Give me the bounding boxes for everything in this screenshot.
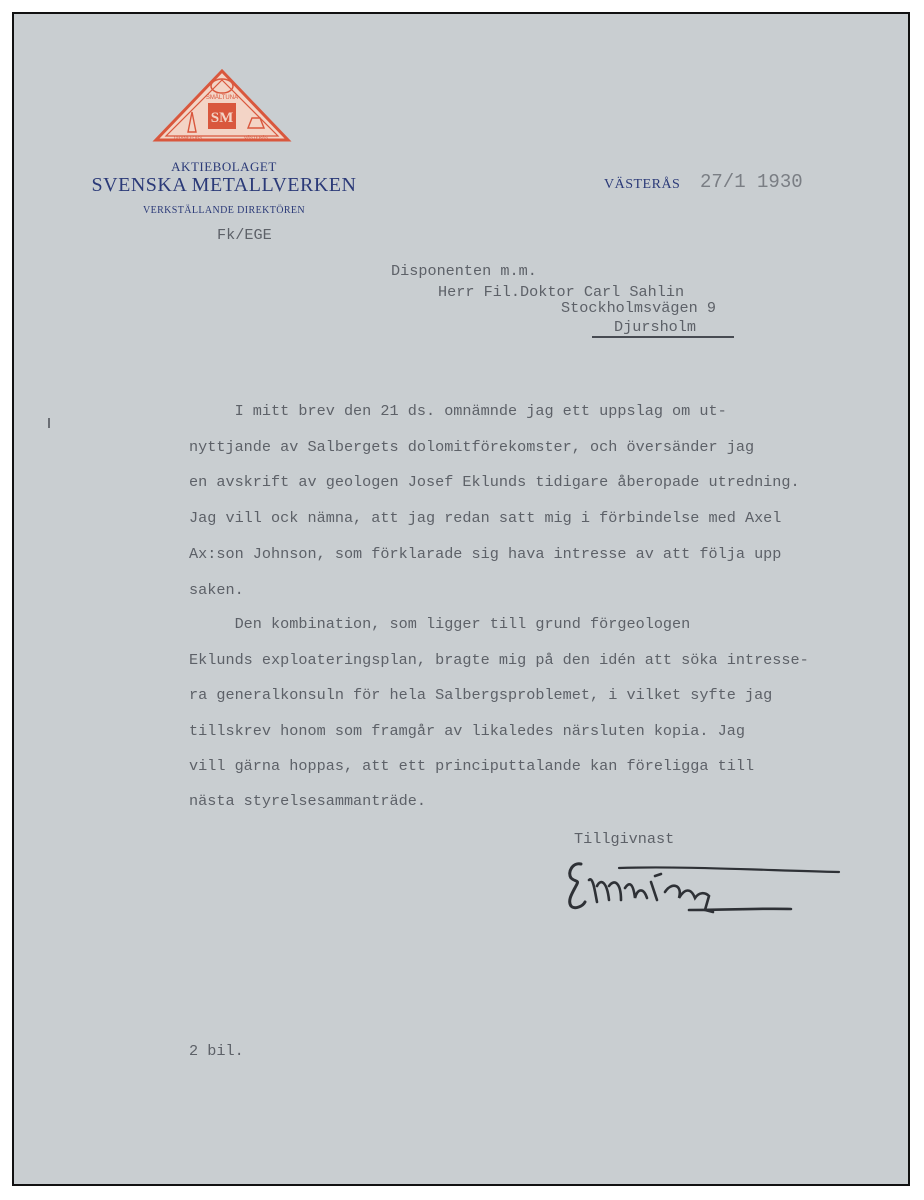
logo-left-text: GRANEFORS — [173, 135, 203, 140]
body-line: Ax:son Johnson, som förklarade sig hava intresse av att följa upp — [189, 545, 782, 563]
recipient-name: Herr Fil.Doktor Carl Sahlin — [438, 283, 685, 301]
recipient-street: Stockholmsvägen 9 — [561, 299, 716, 317]
reference-code: Fk/EGE — [217, 226, 272, 244]
body-line: nästa styrelsesammanträde. — [189, 792, 426, 810]
body-line: ra generalkonsuln för hela Salbergsproblemet, i vilket syfte jag — [189, 686, 773, 704]
body-line: tillskrev honom som framgår av likaledes närsluten kopia. Jag — [189, 722, 745, 740]
place-name: VÄSTERÅS — [604, 177, 681, 192]
body-line: en avskrift av geologen Josef Eklunds tidigare åberopade utredning. — [189, 473, 800, 491]
letter-page — [12, 12, 910, 1186]
recipient-town: Djursholm — [614, 318, 697, 336]
company-name: SVENSKA METALLVERKEN — [91, 174, 357, 196]
body-line: Den kombination, som ligger till grund förgeologen — [189, 615, 691, 633]
handwritten-signature — [559, 852, 849, 922]
company-type: AKTIEBOLAGET — [171, 159, 277, 174]
recipient-title: Disponenten m.m. — [391, 262, 537, 280]
body-line: saken. — [189, 581, 244, 599]
body-line: Eklunds exploateringsplan, bragte mig på den idén att söka intresse- — [189, 651, 809, 669]
letter-date: 27/1 1930 — [700, 171, 803, 193]
closing-text: Tillgivnast — [574, 830, 675, 848]
logo-letters: SM — [210, 110, 234, 126]
body-line: I mitt brev den 21 ds. omnämnde jag ett uppslag om ut- — [189, 402, 727, 420]
company-logo — [152, 66, 292, 146]
body-line: vill gärna hoppas, att ett principuttalande kan föreligga till — [189, 757, 755, 775]
town-underline — [592, 336, 734, 338]
enclosure-note: 2 bil. — [189, 1042, 244, 1060]
department: VERKSTÄLLANDE DIREKTÖREN — [142, 205, 306, 216]
margin-mark — [48, 418, 50, 428]
logo-top-text: SMÅLTUNA — [205, 95, 239, 101]
body-line: nyttjande av Salbergets dolomitförekomster, och översänder jag — [189, 438, 755, 456]
body-line: Jag vill ock nämna, att jag redan satt mig i förbindelse med Axel — [189, 509, 782, 527]
logo-right-text: VÄSTERÅS — [243, 135, 269, 140]
